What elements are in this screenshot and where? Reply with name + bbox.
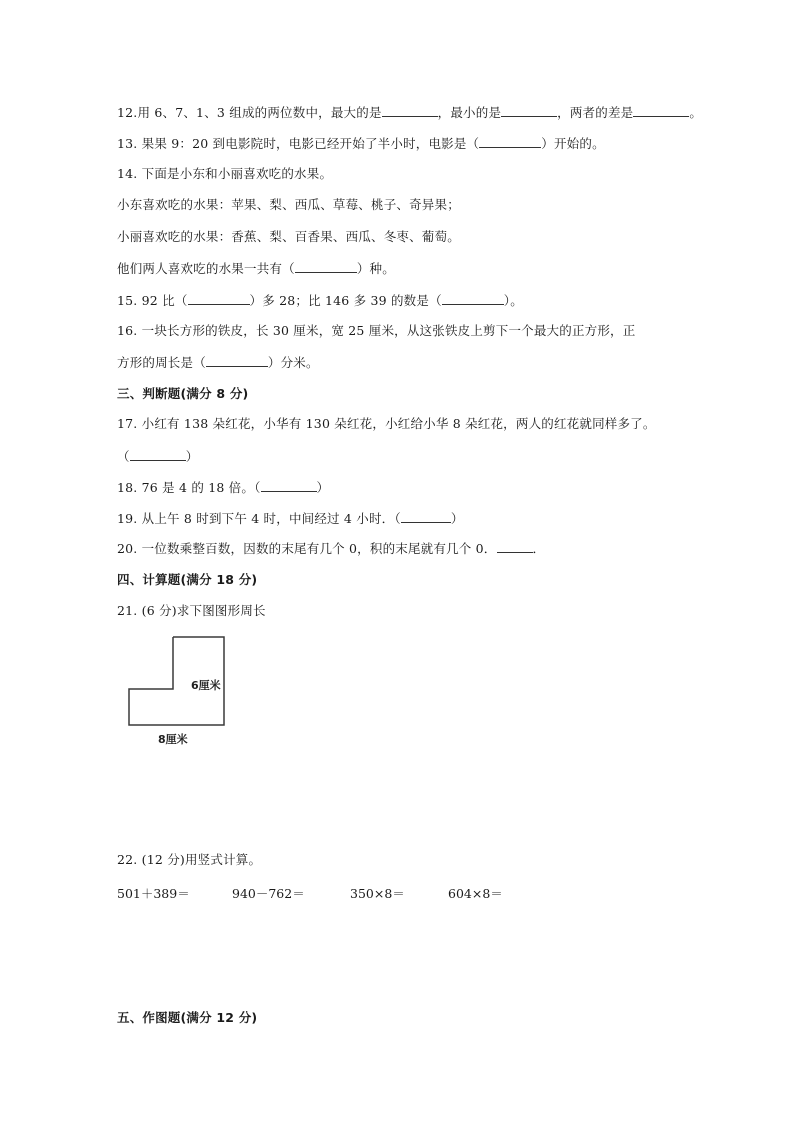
l-shape-figure bbox=[120, 630, 240, 750]
calc-item-4: 604×8＝ bbox=[448, 886, 503, 901]
question-19 bbox=[117, 510, 464, 527]
q20-blank[interactable] bbox=[497, 540, 533, 553]
calc-item-1: 501＋389＝ bbox=[117, 886, 190, 901]
q16-blank[interactable] bbox=[206, 354, 268, 367]
q12-prefix: 12.用 6、7、1、3 组成的两位数中，最大的是 bbox=[117, 105, 382, 120]
q20-suffix: ． bbox=[532, 541, 546, 556]
q14-blank[interactable] bbox=[295, 260, 357, 273]
question-18 bbox=[117, 479, 329, 496]
q12-suffix: 。 bbox=[689, 105, 703, 120]
question-17-line2 bbox=[117, 448, 198, 465]
q19-suffix: ） bbox=[450, 511, 464, 526]
q20-prefix: 20. 一位数乘整百数，因数的末尾有几个 0，积的末尾就有几个 0． bbox=[117, 541, 497, 556]
question-14-xiaoli: 小丽喜欢吃的水果：香蕉、梨、百香果、西瓜、冬枣、葡萄。 bbox=[117, 229, 460, 244]
section-5-title: 五、作图题(满分 12 分) bbox=[117, 1010, 258, 1025]
figure-side-label: 6厘米 bbox=[191, 679, 221, 692]
q12-mid2: ，两者的差是 bbox=[557, 105, 634, 120]
q17-prefix: （ bbox=[117, 449, 130, 464]
q16-prefix: 方形的周长是（ bbox=[117, 355, 206, 370]
q13-suffix: ）开始的。 bbox=[541, 136, 605, 151]
q14-suffix: ）种。 bbox=[356, 261, 395, 276]
question-20 bbox=[117, 540, 545, 557]
question-13 bbox=[117, 135, 605, 152]
q12-blank-diff[interactable] bbox=[633, 104, 689, 117]
q15-prefix: 15. 92 比（ bbox=[117, 293, 188, 308]
question-17-line1: 17. 小红有 138 朵红花，小华有 130 朵红花，小红给小华 8 朵红花，两人的红花就同样多了。 bbox=[117, 416, 656, 431]
q12-blank-min[interactable] bbox=[501, 104, 557, 117]
q15-suffix: ）。 bbox=[503, 293, 523, 308]
question-12 bbox=[117, 104, 702, 121]
q17-blank[interactable] bbox=[130, 448, 186, 461]
section-4-title: 四、计算题(满分 18 分) bbox=[117, 572, 258, 587]
q19-blank[interactable] bbox=[401, 510, 451, 523]
question-22: 22. (12 分)用竖式计算。 bbox=[117, 852, 262, 867]
q14-prefix: 他们两人喜欢吃的水果一共有（ bbox=[117, 261, 295, 276]
q16-suffix: ）分米。 bbox=[267, 355, 319, 370]
q15-mid: ）多 28；比 146 多 39 的数是（ bbox=[249, 293, 442, 308]
q13-prefix: 13. 果果 9：20 到电影院时，电影已经开始了半小时，电影是（ bbox=[117, 136, 480, 151]
question-21: 21. (6 分)求下图图形周长 bbox=[117, 603, 266, 618]
q19-prefix: 19. 从上午 8 时到下午 4 时，中间经过 4 小时．（ bbox=[117, 511, 401, 526]
q18-prefix: 18. 76 是 4 的 18 倍。（ bbox=[117, 480, 261, 495]
q12-mid1: ，最小的是 bbox=[437, 105, 502, 120]
question-16-line2 bbox=[117, 354, 319, 371]
question-14-ask bbox=[117, 260, 395, 277]
q18-suffix: ） bbox=[316, 480, 330, 495]
section-3-title: 三、判断题(满分 8 分) bbox=[117, 386, 249, 401]
q15-blank-1[interactable] bbox=[188, 292, 250, 305]
q17-suffix: ） bbox=[185, 449, 199, 464]
figure-bottom-label: 8厘米 bbox=[158, 733, 188, 746]
q15-blank-2[interactable] bbox=[442, 292, 504, 305]
calc-item-3: 350×8＝ bbox=[350, 886, 405, 901]
question-14-xiaodong: 小东喜欢吃的水果：苹果、梨、西瓜、草莓、桃子、奇异果； bbox=[117, 197, 460, 212]
q12-blank-max[interactable] bbox=[382, 104, 438, 117]
q13-blank[interactable] bbox=[479, 135, 541, 148]
q18-blank[interactable] bbox=[261, 479, 317, 492]
question-14-intro: 14. 下面是小东和小丽喜欢吃的水果。 bbox=[117, 166, 333, 181]
question-15 bbox=[117, 292, 523, 309]
question-16-line1: 16. 一块长方形的铁皮，长 30 厘米，宽 25 厘米，从这张铁皮上剪下一个最大的正方形，正 bbox=[117, 323, 636, 338]
calc-item-2: 940－762＝ bbox=[232, 886, 305, 901]
